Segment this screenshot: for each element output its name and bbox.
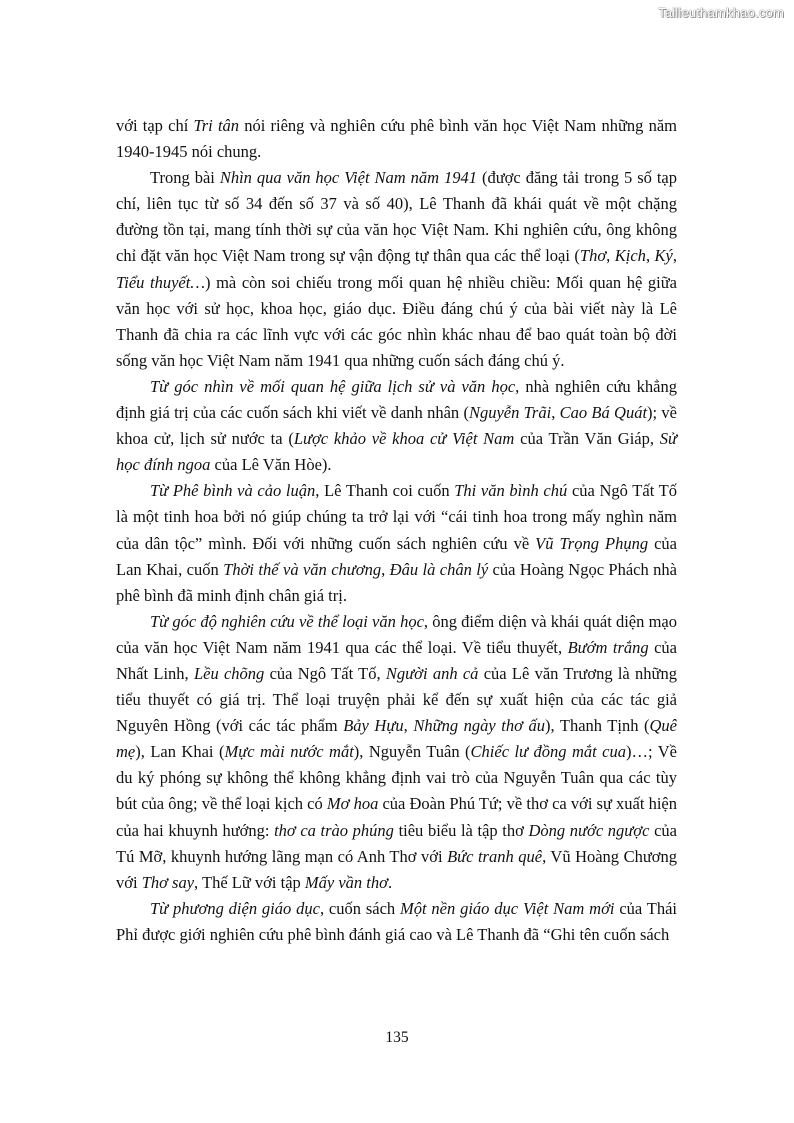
italic-text: thơ ca trào phúng [274, 820, 394, 840]
italic-text: Thi văn bình chú [454, 481, 568, 501]
text-run: . [387, 872, 393, 892]
italic-text: Kịch [614, 246, 646, 266]
italic-text: Từ góc độ nghiên cứu về thể loại văn học [150, 611, 424, 631]
text-run: )…; Về du ký phóng sự không thể không khẳng định vai trò của Nguyễn Tuân qua các tùy bút của ông; về thể loại kịch có [116, 742, 677, 814]
italic-text: Từ phương diện giáo dục [150, 898, 320, 918]
italic-text: Từ góc nhìn về mối quan hệ giữa lịch sử và văn học [150, 376, 516, 396]
italic-text: Mấy vần thơ [304, 872, 388, 892]
italic-text: Thơ say [141, 872, 195, 892]
italic-text: Người anh cả [385, 663, 479, 683]
text-run: của Hoàng Ngọc Phách nhà phê bình đã minh định chân giá trị. [116, 559, 677, 605]
text-run: của Tú Mỡ, khuynh hướng lãng mạn có Anh Thơ với [116, 820, 677, 866]
text-run: của Đoàn Phú Tứ; về thơ ca với sự xuất hiện của hai khuynh hướng: [116, 794, 678, 840]
italic-text: Dòng nước ngược [528, 820, 650, 840]
italic-text: Một nền giáo dục Việt Nam mới [400, 898, 615, 918]
paragraph [116, 609, 677, 896]
paragraph [116, 374, 677, 478]
text-run: của Lê văn Trương là những tiểu thuyết có giá trị. Thể loại truyện phải kể đến sự xuất hiện của các tác giả Nguyên Hồng (với các tác phẩm [116, 663, 677, 736]
italic-text: Những ngày thơ ấu [413, 716, 545, 736]
italic-text: Cao Bá Quát [559, 403, 648, 423]
text-run: ), Nguyễn Tuân ( [353, 742, 471, 762]
italic-text: Quê mẹ [116, 716, 678, 762]
text-run: , [381, 559, 390, 579]
text-run: , [606, 246, 615, 266]
text-run: ), Lan Khai ( [135, 742, 225, 762]
italic-text: Thời thế và văn chương [223, 559, 382, 579]
italic-text: Lược khảo về khoa cử Việt Nam [293, 429, 515, 449]
italic-text: Thơ [579, 246, 607, 266]
document-body [116, 113, 677, 948]
italic-text: Tiểu thuyết… [116, 272, 205, 292]
text-run: của Thái Phỉ được giới nghiên cứu phê bình đánh giá cao và Lê Thanh đã “Ghi tên cuốn sách [116, 898, 677, 944]
text-run: (được đăng tải trong 5 số tạp chí, liên tục từ số 34 đến số 37 và số 40), Lê Thanh đã khái quát về một chặng đường tồn tại, mang tính thời sự của văn học Việt Nam. Khi nghiên cứu, ông không chỉ đặt văn học Việt Nam trong sự vận động tự thân qua các thể loại ( [116, 168, 678, 266]
paragraph [116, 896, 677, 948]
italic-text: Sử học đính ngoa [116, 429, 677, 475]
text-run: , Vũ Hoàng Chương với [116, 846, 677, 892]
text-run: , Lê Thanh coi cuốn [315, 481, 455, 501]
text-run: , ông điểm diện và khái quát diện mạo của văn học Việt Nam năm 1941 qua các thể loại. Về tiểu thuyết, [116, 611, 677, 657]
italic-text: Bướm trắng [567, 637, 649, 657]
text-run: , nhà nghiên cứu khẳng định giá trị của các cuốn sách khi viết về danh nhân ( [116, 376, 677, 423]
text-run: của Ngô Tất Tố là một tinh hoa bởi nó giúp chúng ta trở lại với “cái tinh hoa trong mấy nghìn năm của dân tộc” mình. Đối với những cuốn sách nghiên cứu về [116, 481, 677, 553]
text-run: tiêu biểu là tập thơ [393, 820, 529, 840]
text-run: ), Thanh Tịnh ( [544, 716, 650, 736]
text-run: của Nhất Linh, [116, 637, 677, 683]
italic-text: Bức tranh quê [447, 846, 543, 866]
text-run: ) mà còn soi chiếu trong mối quan hệ nhiều chiều: Mối quan hệ giữa văn học với sử học, khoa học, giáo dục. Điều đáng chú ý của bài viết này là Lê Thanh đã chia ra các lĩnh vực với các góc nhìn khác nhau để bao quát toàn bộ đời sống văn học Việt Nam năm 1941 qua những cuốn sách đáng chú ý. [116, 272, 677, 370]
italic-text: Nguyễn Trãi [468, 403, 552, 423]
text-run: , [551, 403, 560, 423]
text-run: nói riêng và nghiên cứu phê bình văn học Việt Nam những năm 1940-1945 nói chung. [116, 116, 677, 162]
text-run: của Ngô Tất Tố, [264, 663, 386, 683]
text-run: , [403, 716, 414, 736]
italic-text: Mơ hoa [326, 794, 379, 814]
paragraph [116, 165, 677, 374]
paragraph [116, 478, 677, 608]
text-run: Trong bài [150, 168, 220, 188]
text-run: , [645, 246, 655, 266]
italic-text: Nhìn qua văn học Việt Nam năm 1941 [219, 168, 478, 188]
text-run: với tạp chí [116, 116, 194, 135]
text-run: , [672, 246, 678, 266]
italic-text: Lều chõng [193, 663, 265, 683]
page-number: 135 [385, 1029, 409, 1046]
text-run: , Thế Lữ với tập [194, 872, 305, 892]
italic-text: Mực mài nước mắt [224, 742, 354, 762]
text-run: của Trần Văn Giáp, [514, 429, 660, 449]
italic-text: Đâu là chân lý [389, 559, 489, 579]
italic-text: Ký [654, 246, 673, 266]
italic-text: Từ Phê bình và cảo luận [150, 481, 316, 501]
paragraph [116, 113, 677, 165]
text-run: , cuốn sách [319, 898, 400, 918]
italic-text: Vũ Trọng Phụng [535, 533, 649, 553]
italic-text: Bảy Hựu [343, 716, 404, 736]
text-run: của Lê Văn Hòe). [210, 455, 332, 475]
italic-text: Chiếc lư đồng mắt cua [470, 742, 626, 762]
watermark-text: Tailieuthamkhao.com [658, 5, 784, 20]
text-run: của Lan Khai, cuốn [116, 533, 677, 579]
italic-text: Tri tân [193, 116, 240, 135]
text-run: ); về khoa cử, lịch sử nước ta ( [116, 403, 677, 449]
